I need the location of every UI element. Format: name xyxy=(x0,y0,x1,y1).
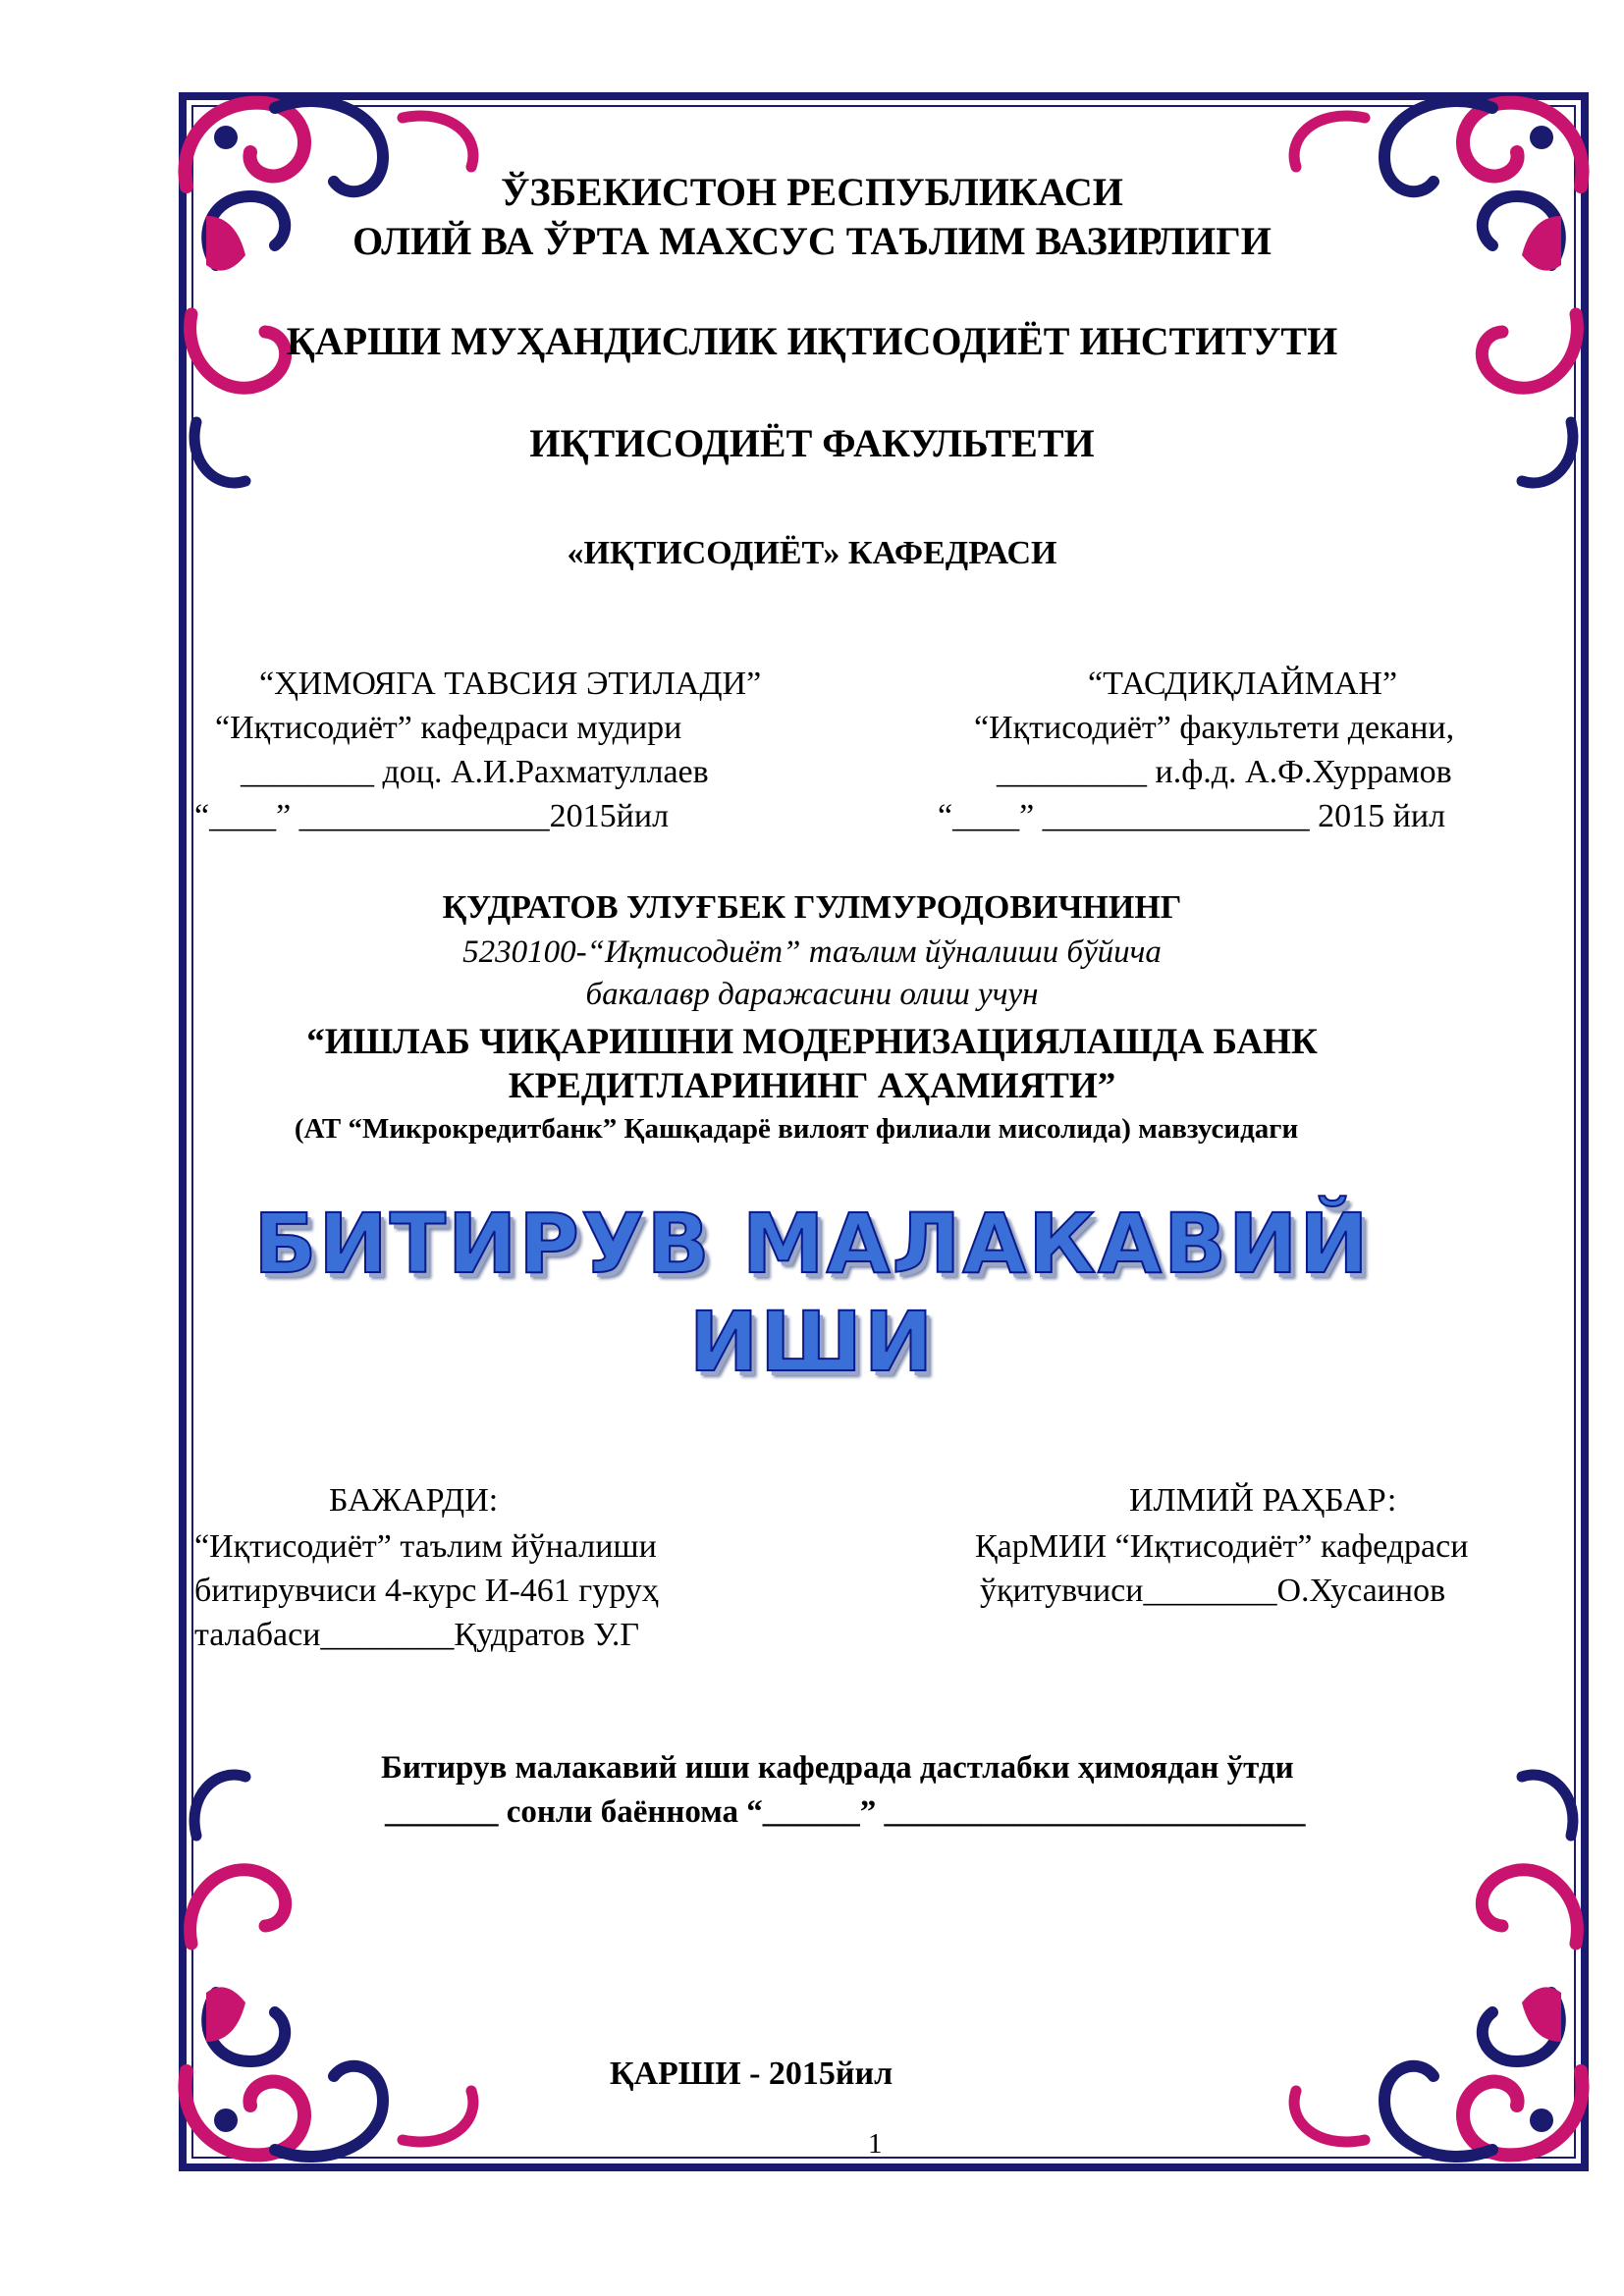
topic-line-1: “ИШЛАБ ЧИҚАРИШНИ МОДЕРНИЗАЦИЯЛАШДА БАНК xyxy=(306,1022,1318,1062)
republic-heading: ЎЗБЕКИСТОН РЕСПУБЛИКАСИ xyxy=(501,170,1123,214)
approval-right-date: “____” ________________ 2015 йил xyxy=(938,798,1446,834)
approval-right-signature: _________ и.ф.д. А.Ф.Хуррамов xyxy=(997,754,1452,790)
department-heading: «ИҚТИСОДИЁТ» КАФЕДРАСИ xyxy=(567,535,1057,571)
student-direction: 5230100-“Иқтисодиёт” таълим йўналиши бўйича xyxy=(462,934,1162,970)
approval-left-date: “____” _______________2015йил xyxy=(194,798,670,834)
ministry-heading: ОЛИЙ ВА ЎРТА МАХСУС ТАЪЛИМ ВАЗИРЛИГИ xyxy=(352,219,1272,263)
approval-right-title: “ТАСДИҚЛАЙМАН” xyxy=(1088,666,1398,702)
supervisor-label: ИЛМИЙ РАҲБАР: xyxy=(1129,1482,1397,1519)
page-number: 1 xyxy=(868,2128,883,2160)
city-year: ҚАРШИ - 2015йил xyxy=(609,2056,893,2092)
student-degree: бакалавр даражасини олиш учун xyxy=(585,977,1039,1012)
corner-ornament-bottom-right xyxy=(1294,1775,1582,2157)
work-title-line-1: БИТИРУВ МАЛАКАВИЙ xyxy=(253,1196,1371,1292)
student-name: ҚУДРАТОВ УЛУҒБЕК ГУЛМУРОДОВИЧНИНГ xyxy=(442,889,1182,926)
performer-line-3: талабаси________Қудратов У.Г xyxy=(194,1617,640,1653)
approval-left-signature: ________ доц. А.И.Рахматуллаев xyxy=(241,754,709,790)
supervisor-line-2: ўқитувчиси________О.Хусаинов xyxy=(980,1573,1446,1609)
performer-label: БАЖАРДИ: xyxy=(329,1482,499,1519)
defense-line-2: _______ сонли баённома “______” __________________________ xyxy=(385,1794,1306,1830)
approval-left-position: “Иқтисодиёт” кафедраси мудири xyxy=(215,710,682,746)
approval-left-title: “ҲИМОЯГА ТАВСИЯ ЭТИЛАДИ” xyxy=(259,666,762,702)
approval-right-position: “Иқтисодиёт” факультети декани, xyxy=(974,710,1455,746)
defense-line-1: Битирув малакавий иши кафедрада дастлабки ҳимоядан ўтди xyxy=(381,1750,1294,1786)
topic-subtitle: (АТ “Микрокредитбанк” Қашқадарё вилоят филиали мисолида) мавзусидаги xyxy=(294,1113,1299,1145)
performer-line-1: “Иқтисодиёт” таълим йўналиши xyxy=(194,1528,657,1565)
work-title-line-2: ИШИ xyxy=(688,1294,936,1390)
faculty-heading: ИҚТИСОДИЁТ ФАКУЛЬТЕТИ xyxy=(529,421,1095,465)
topic-line-2: КРЕДИТЛАРИНИНГ АҲАМИЯТИ” xyxy=(508,1066,1116,1106)
supervisor-line-1: ҚарМИИ “Иқтисодиёт” кафедраси xyxy=(975,1528,1469,1565)
corner-ornament-bottom-left xyxy=(185,1775,472,2157)
performer-line-2: битирувчиси 4-курс И-461 гуруҳ xyxy=(194,1573,659,1609)
institute-heading: ҚАРШИ МУҲАНДИСЛИК ИҚТИСОДИЁТ ИНСТИТУТИ xyxy=(286,319,1338,363)
